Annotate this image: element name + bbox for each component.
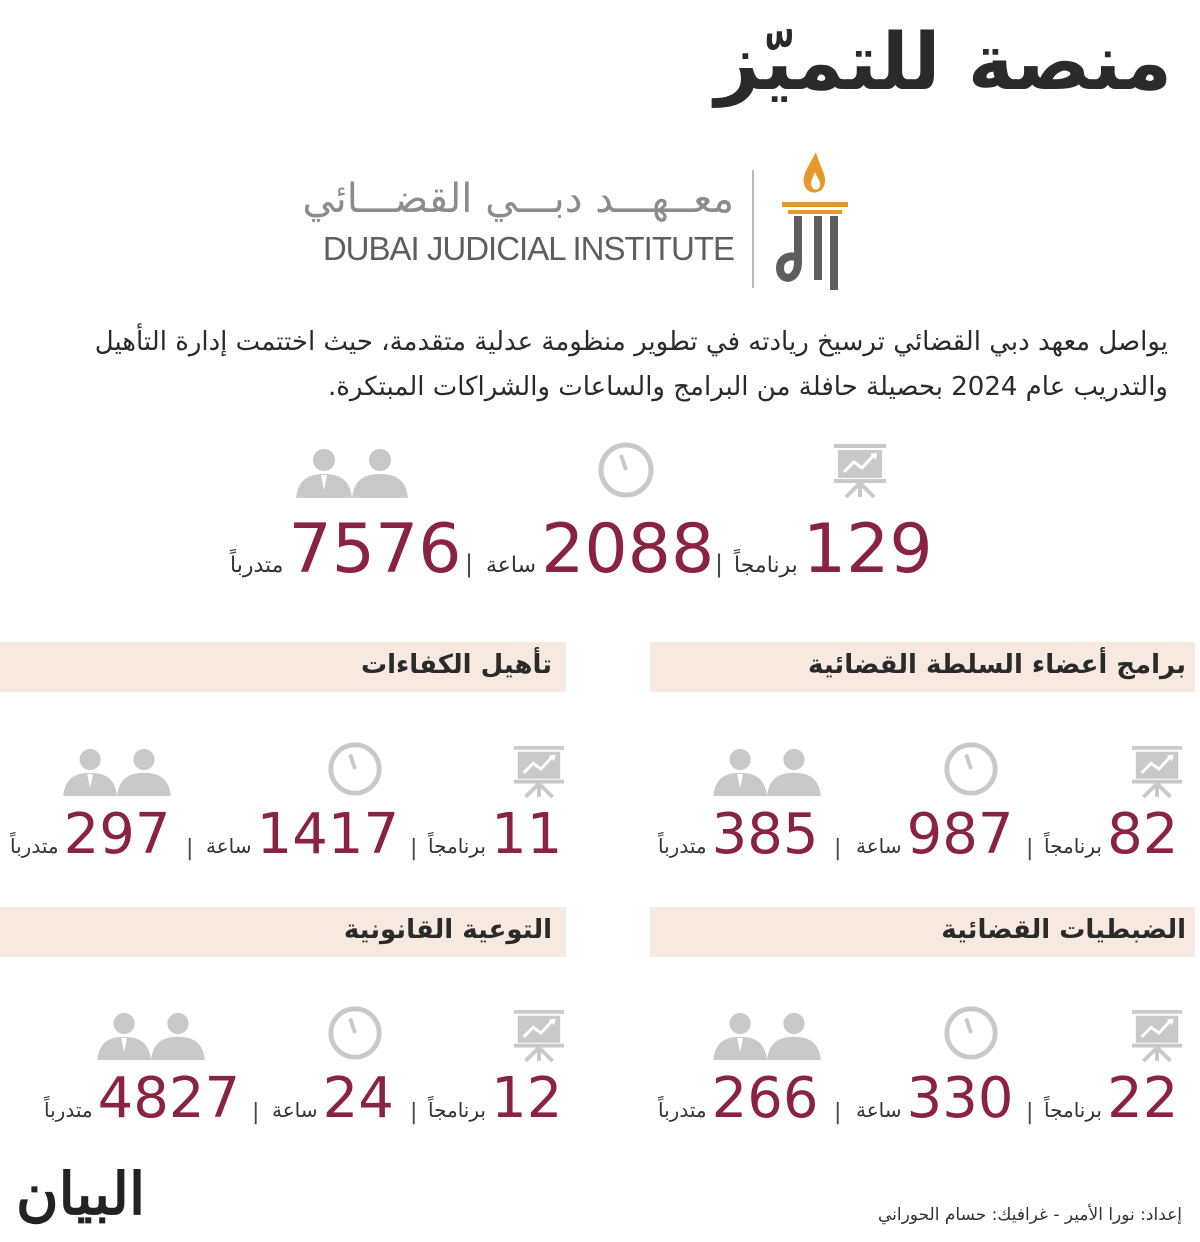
credits: إعداد: نورا الأمير - غرافيك: حسام الحوراني	[877, 1205, 1182, 1225]
section-trainees	[658, 1066, 819, 1131]
clock-icon	[596, 440, 656, 500]
hours-value: 987	[906, 802, 1014, 867]
section-programs	[1044, 1066, 1178, 1131]
hours-value: 330	[906, 1066, 1014, 1131]
programs-value: 22	[1107, 1066, 1179, 1131]
trainees-value: 385	[711, 802, 819, 867]
clock-icon	[942, 740, 1000, 798]
presentation-board-icon	[832, 442, 888, 498]
hours-value: 24	[322, 1066, 394, 1131]
section-title-legal-awareness: التوعية القانونية	[343, 915, 552, 945]
presentation-board-icon	[1130, 1008, 1184, 1062]
section-hours	[272, 1066, 394, 1131]
hours-unit: ساعة	[206, 834, 252, 858]
section-hours	[206, 802, 399, 867]
total-programs-value: 129	[802, 510, 933, 589]
programs-unit: برنامجاً	[1044, 834, 1102, 858]
trainees-value: 4827	[97, 1066, 241, 1131]
trainees-unit: متدرباً	[44, 1098, 93, 1122]
trainees-unit: متدرباً	[658, 1098, 707, 1122]
total-hours-unit: ساعة	[486, 553, 537, 578]
section-title-judicial-authority: برامج أعضاء السلطة القضائية	[808, 650, 1186, 680]
section-programs	[428, 802, 562, 867]
section-trainees	[44, 1066, 240, 1131]
section-programs	[428, 1066, 562, 1131]
programs-unit: برنامجاً	[428, 834, 486, 858]
section-programs	[1044, 802, 1178, 867]
total-hours-value: 2088	[541, 510, 715, 589]
trainees-value: 297	[63, 802, 171, 867]
hours-unit: ساعة	[272, 1098, 318, 1122]
clock-icon	[326, 1004, 384, 1062]
programs-unit: برنامجاً	[428, 1098, 486, 1122]
section-title-judicial-officers: الضبطيات القضائية	[941, 915, 1186, 945]
presentation-board-icon	[512, 1008, 566, 1062]
trainees-unit: متدرباً	[658, 834, 707, 858]
total-trainees-unit: متدرباً	[230, 553, 284, 578]
separator: |	[834, 836, 842, 861]
separator: |	[410, 836, 418, 861]
programs-value: 82	[1107, 802, 1179, 867]
intro-paragraph: يواصل معهد دبي القضائي ترسيخ ريادته في تطوير منظومة عدلية متقدمة، حيث اختتمت إدارة التأهيل والتدريب عام 2024 بحصيلة حافلة من البرامج والساعات والشراكات المبتكرة.	[94, 327, 1168, 402]
section-hours	[856, 802, 1014, 867]
trainees-people-icon	[710, 746, 826, 796]
page-title: منصة للتميّز	[714, 18, 1172, 108]
trainees-people-icon	[294, 446, 412, 498]
programs-value: 11	[491, 802, 563, 867]
total-programs	[734, 510, 933, 589]
logo-divider	[752, 170, 754, 288]
separator: |	[186, 836, 194, 861]
institute-logo	[302, 150, 870, 300]
total-hours	[486, 510, 714, 589]
clock-icon	[942, 1004, 1000, 1062]
clock-icon	[326, 740, 384, 798]
separator: |	[715, 550, 724, 578]
logo-name-english: DUBAI JUDICIAL INSTITUTE	[322, 230, 734, 267]
presentation-board-icon	[512, 744, 566, 798]
section-trainees	[10, 802, 171, 867]
hours-unit: ساعة	[856, 1098, 902, 1122]
trainees-value: 266	[711, 1066, 819, 1131]
trainees-people-icon	[94, 1010, 210, 1060]
separator: |	[252, 1100, 260, 1125]
programs-unit: برنامجاً	[1044, 1098, 1102, 1122]
section-hours	[856, 1066, 1014, 1131]
total-trainees-value: 7576	[288, 510, 462, 589]
hours-value: 1417	[256, 802, 400, 867]
logo-name-arabic: معــهـــد دبـــي القضـــائي	[302, 176, 734, 222]
separator: |	[1026, 1100, 1034, 1125]
total-trainees	[230, 510, 462, 589]
presentation-board-icon	[1130, 744, 1184, 798]
section-title-competencies: تأهيل الكفاءات	[360, 650, 552, 680]
separator: |	[1026, 836, 1034, 861]
separator: |	[410, 1100, 418, 1125]
publisher-logo: البيان	[16, 1160, 146, 1228]
trainees-people-icon	[710, 1010, 826, 1060]
section-trainees	[658, 802, 819, 867]
separator: |	[834, 1100, 842, 1125]
torch-emblem-icon	[768, 150, 858, 300]
trainees-people-icon	[60, 746, 176, 796]
separator: |	[465, 550, 474, 578]
programs-value: 12	[491, 1066, 563, 1131]
trainees-unit: متدرباً	[10, 834, 59, 858]
hours-unit: ساعة	[856, 834, 902, 858]
total-programs-unit: برنامجاً	[734, 553, 798, 578]
